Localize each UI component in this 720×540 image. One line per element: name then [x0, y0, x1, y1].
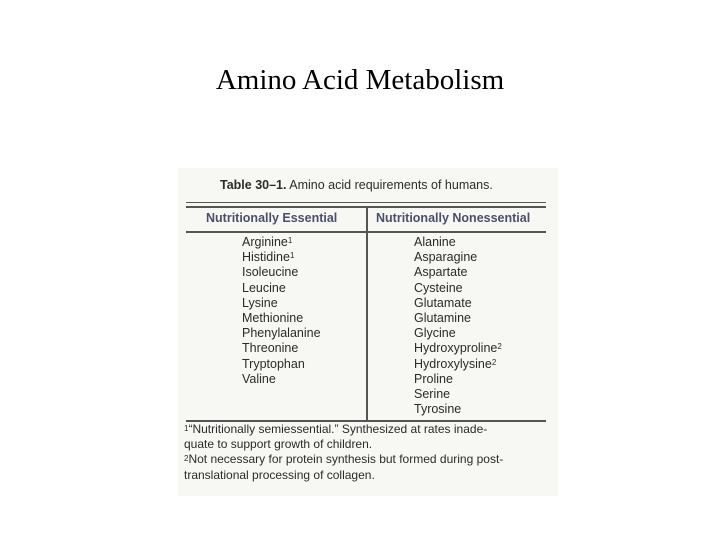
table-number: Table 30–1.: [220, 178, 287, 192]
amino-acid-name: Methionine: [242, 311, 304, 326]
amino-acid-item: [242, 326, 321, 341]
amino-acid-name: Valine: [242, 371, 276, 386]
amino-acid-item: [414, 341, 502, 356]
footnote-ref: 2: [491, 357, 497, 367]
top-rule-thin: [186, 202, 546, 203]
footnote-text: quate to support growth of children.: [184, 437, 373, 452]
amino-acid-item: [242, 281, 321, 296]
footnote-text: translational processing of collagen.: [184, 467, 375, 482]
amino-acid-item: [414, 250, 502, 265]
amino-acid-item: [414, 387, 502, 402]
amino-acid-name: Hydroxyproline: [414, 341, 498, 356]
amino-acid-name: Histidine: [242, 250, 290, 265]
amino-acid-item: [242, 341, 321, 356]
amino-acid-name: Serine: [414, 387, 451, 402]
amino-acid-name: Isoleucine: [242, 265, 299, 280]
table-caption-text: Amino acid requirements of humans.: [289, 178, 493, 192]
amino-acid-item: [414, 265, 502, 280]
amino-acid-item: [414, 311, 502, 326]
amino-acid-item: [414, 281, 502, 296]
amino-acid-name: Asparagine: [414, 250, 478, 265]
amino-acid-name: Glycine: [414, 326, 456, 341]
footnote-ref: 1: [289, 251, 295, 261]
amino-acid-name: Alanine: [414, 235, 456, 249]
amino-acid-item: [242, 357, 321, 372]
table-photo: [178, 168, 558, 496]
amino-acid-item: [414, 357, 502, 372]
amino-acid-item: [242, 265, 321, 280]
amino-acid-name: Hydroxylysine: [414, 356, 492, 371]
amino-acid-name: Cysteine: [414, 280, 463, 295]
amino-acid-name: Glutamine: [414, 311, 471, 326]
header-essential: Nutritionally Essential: [206, 211, 338, 225]
footnote-line: [184, 437, 550, 452]
amino-acid-item: [242, 250, 321, 265]
footnote-ref: 1: [287, 236, 293, 245]
amino-acid-item: [242, 311, 321, 326]
nonessential-list: [414, 235, 502, 417]
amino-acid-name: Tyrosine: [414, 402, 462, 417]
amino-acid-name: Proline: [414, 371, 453, 386]
amino-acid-name: Arginine: [242, 235, 288, 249]
table-caption: [220, 178, 493, 192]
amino-acid-item: [414, 296, 502, 311]
footnote-ref: 2: [497, 342, 502, 352]
amino-acid-item: [242, 372, 321, 387]
amino-acid-item: [242, 235, 321, 250]
amino-acid-name: Glutamate: [414, 295, 472, 310]
footnotes: [184, 422, 550, 483]
column-divider: [366, 206, 368, 420]
amino-acid-item: [242, 296, 321, 311]
amino-acid-name: Leucine: [242, 280, 286, 295]
slide-title: Amino Acid Metabolism: [215, 64, 505, 96]
amino-acid-name: Lysine: [242, 295, 278, 310]
amino-acid-item: [414, 402, 502, 417]
footnote-mark: 1: [184, 424, 189, 433]
footnote-mark: 2: [184, 454, 189, 464]
amino-acid-name: Aspartate: [414, 265, 468, 280]
footnote-text: “Nutritionally semiessential.” Synthesized at rates inade-: [188, 422, 488, 436]
footnote-line: [184, 422, 550, 437]
footnote-text: Not necessary for protein synthesis but formed during post-: [188, 452, 504, 467]
amino-acid-item: [414, 235, 502, 250]
amino-acid-item: [414, 372, 502, 387]
footnote-line: [184, 468, 550, 483]
amino-acid-name: Phenylalanine: [242, 326, 321, 341]
essential-list: [242, 235, 321, 387]
header-nonessential: Nutritionally Nonessential: [376, 211, 531, 225]
amino-acid-name: Threonine: [242, 341, 299, 356]
amino-acid-name: Tryptophan: [242, 356, 305, 371]
footnote-line: [184, 452, 550, 467]
amino-acid-item: [414, 326, 502, 341]
